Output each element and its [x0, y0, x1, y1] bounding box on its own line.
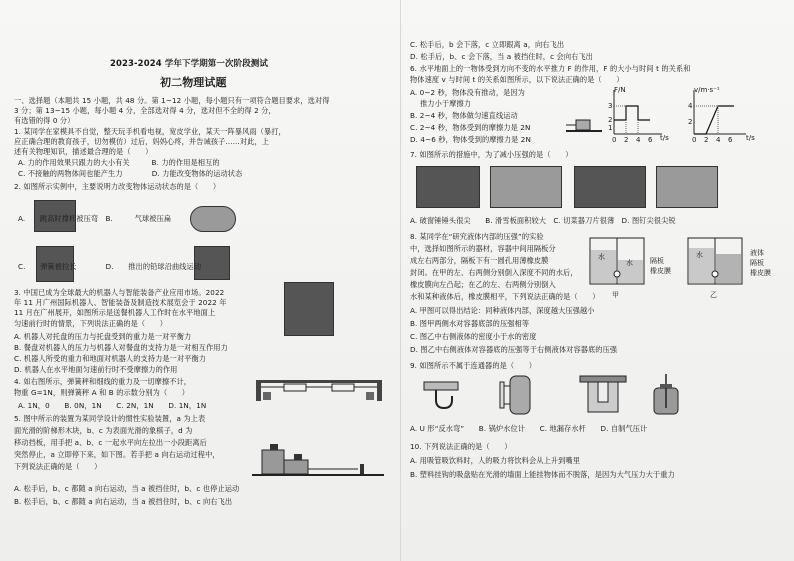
q2-balloon-photo [190, 206, 236, 232]
graph2-xlabel: t/s [746, 134, 755, 142]
q8-stem-3: 成左右两部分，隔板下有一圆孔用薄橡皮膜 [410, 256, 549, 265]
q4-options: A. 1N，0 B. 0N，1N C. 2N，1N D. 1N，1N [18, 401, 207, 410]
q3-robot-photo [284, 282, 334, 336]
q8-jia-right-water: 水 [626, 259, 633, 267]
q1-options-ab: A. 力的作用效果只跟力的大小有关 B. 力的作用是相互的 [18, 158, 220, 167]
graph1-xtick-0: 0 [612, 136, 617, 144]
q8-jia-left-water: 水 [598, 253, 605, 261]
q8-option-b: B. 图甲两侧水对容器底部的压强相等 [410, 319, 530, 328]
q7-hammer-photo [416, 166, 480, 208]
q10-stem: 10. 下列说法正确的是（ ） [410, 442, 512, 451]
q5-option-d: D. 松手后，b、c 会下落，当 a 被挡住时，c 会向右飞出 [410, 52, 593, 61]
q2-options-cd: C. 弹簧被拉长 D. 推出的铅球沿曲线运动 [18, 262, 202, 271]
q3-stem-4: 匀速前行时的情景，下列说法正确的是（ ） [14, 319, 168, 328]
q5-stem-3: 移动挡板，用手把 a、b、c 一起水平向左拉出一小段距离后 [14, 438, 207, 447]
q8-option-a: A. 甲图可以得出结论：同种液体内部，深度越大压强越小 [410, 306, 595, 315]
q8-membrane-label: 橡皮膜 [650, 267, 671, 275]
q5-inertia-diagram [250, 438, 386, 478]
q9-options: A. U 形“反水弯” B. 锅炉水位计 C. 地漏存水杆 D. 自制气压计 [410, 424, 648, 433]
q5-option-c: C. 松手后，b 会下落，c 立即跟离 a，向右飞出 [410, 40, 565, 49]
q6-option-c: C. 2~4 秒，物体受到的摩擦力是 2N [410, 123, 531, 132]
section-instruction-2: 3 分；第 13~15 小题，每小题 4 分，全部选对得 4 分，选对但不全的得 2 分， [14, 106, 276, 115]
q6-option-a-1: A. 0~2 秒，物体没有推动，是因为 [410, 88, 525, 97]
q4-stem-2: 物重 G=1N，则弹簧秤 A 和 B 的示数分别为（ ） [14, 388, 190, 397]
q7-options: A. 破窗锤锤头很尖 B. 滑雪板面积较大 C. 切菜器刀片很薄 D. 图钉尖很尖锐 [410, 216, 676, 225]
q6-block-diagram [566, 112, 602, 134]
graph2-xtick-2: 2 [704, 136, 709, 144]
right-column [410, 0, 786, 561]
q3-option-a: A. 机器人对托盘的压力与托盘受到的重力是一对平衡力 [14, 332, 192, 341]
q8-option-c: C. 图乙中右侧液体的密度小于水的密度 [410, 332, 537, 341]
graph1-ytick-1: 1 [608, 124, 613, 132]
graph1-ylabel: F/N [614, 86, 626, 94]
q9-u-trap-figure [420, 376, 470, 416]
q6-stem-1: 6. 水平地面上的一物体受到方向不变的水平推力 F 的作用，F 的大小与时间 t 的关系和 [410, 64, 691, 73]
graph2-xtick-4: 4 [716, 136, 721, 144]
q8-partition-label: 隔板 [650, 257, 664, 265]
q8-stem-1: 8. 某同学在“研究液体内部的压强”的实验 [410, 232, 544, 241]
graph1-xtick-2: 2 [624, 136, 629, 144]
q9-boiler-figure [496, 372, 536, 418]
q7-stem: 7. 如图所示的措施中，为了减小压强的是（ ） [410, 150, 573, 159]
q5-stem-1: 5. 图中所示的装置为某同学设计的惯性实验装置，a 为上表 [14, 414, 206, 423]
graph2-ylabel: v/m·s⁻¹ [694, 86, 720, 94]
q9-stem: 9. 如图所示不属于连通器的是（ ） [410, 361, 537, 370]
q8-yi-membrane-label: 橡皮膜 [750, 269, 771, 277]
q1-stem-1: 1. 某同学在家模具不自觉，整天玩手机看电视，宽皮学业，某天一阵暴风雨（暴打， [14, 127, 286, 136]
graph1-ytick-3: 3 [608, 102, 613, 110]
q8-option-d: D. 图乙中右侧液体对容器底的压强等于右侧液体对容器底的压强 [410, 345, 618, 354]
q5-stem-4: 突然停止，a 立即停下来，如下图。若手把 a 向右运动过程中， [14, 450, 220, 459]
q7-slicer-photo [574, 166, 646, 208]
q8-stem-4: 封闭。在甲的左、右两侧分别倒入深度不同的水后， [410, 268, 578, 277]
graph1-xtick-4: 4 [636, 136, 641, 144]
q5-stem-5: 下列说法正确的是（ ） [14, 462, 102, 471]
q8-stem-2: 中，选择如图所示的器材，容器中间用隔板分 [410, 244, 556, 253]
q3-option-d: D. 机器人在水平地面匀速前行时不受摩擦力的作用 [14, 365, 178, 374]
q3-stem-1: 3. 中国已成为全球最大的机器人与智能装备产业应用市场。2022 [14, 288, 225, 297]
q10-option-a: A. 用吸管吸饮料时，人的吸力将饮料会从上升到嘴里 [410, 456, 580, 465]
q3-option-b: B. 餐盘对机器人的压力与机器人对餐盘的支持力是一对相互作用力 [14, 343, 228, 352]
q2-options-ab: A. 跳高时撑杆被压弯 B. 气球被压扁 [18, 214, 172, 223]
section-instruction-1: 一、选择题（本题共 15 小题，共 48 分。第 1~12 小题，每小题只有一项符合题目要求，选对得 [14, 96, 330, 105]
q2-stem: 2. 如图所示实例中，主要说明力改变物体运动状态的是（ ） [14, 182, 221, 191]
q3-option-c: C. 机器人所受的重力和地面对机器人的支持力是一对平衡力 [14, 354, 207, 363]
q8-liquid-label: 液体 [750, 249, 764, 257]
graph1-xtick-6: 6 [648, 136, 653, 144]
q9-floor-drain-figure [576, 372, 632, 418]
q4-stem-1: 4. 如右图所示，弹簧秤和细线的重力及一切摩擦不计， [14, 377, 192, 386]
q3-stem-3: 11 月在广州展开，如图所示是送餐机器人工作时在水平地面上 [14, 308, 216, 317]
q8-yi-water: 水 [696, 251, 703, 259]
q1-options-cd: C. 不接触的两物体间也能产生力 D. 力能改变物体的运动状态 [18, 169, 243, 178]
q1-stem-2: 应正确合理的教育孩子，切勿模仿）过后，妈妈心疼，并告诫孩子……对此，上 [14, 137, 270, 146]
q6-stem-2: 物体速度 v 与时间 t 的关系如图所示，以下说法正确的是（ ） [410, 75, 624, 84]
q8-yi-partition-label: 隔板 [750, 259, 764, 267]
exam-title: 2023-2024 学年下学期第一次阶段测试 [110, 59, 269, 69]
subject-title: 初二物理试题 [160, 76, 227, 89]
q8-yi-label: 乙 [710, 291, 717, 299]
left-column [14, 0, 392, 561]
graph2-xtick-6: 6 [728, 136, 733, 144]
q6-option-d: D. 4~6 秒，物体受到的摩擦力是 2N [410, 135, 531, 144]
q6-option-a-2: 推力小于摩擦力 [420, 99, 472, 108]
q5-option-b: B. 松手后，b、c 都随 a 向右运动，当 a 被挡住时，b、c 向右飞出 [14, 497, 233, 506]
q8-container-yi [686, 236, 746, 290]
q6-option-b: B. 2~4 秒，物体做匀速直线运动 [410, 111, 518, 120]
q7-thumbtack-photo [656, 166, 718, 208]
column-divider [400, 0, 401, 561]
q8-jia-label: 甲 [612, 291, 619, 299]
q5-stem-2: 面光滑的阶梯形木块，b、c 为表面光滑的象棋子，d 为 [14, 426, 193, 435]
section-instruction-3: 有选错的得 0 分） [14, 116, 75, 125]
q10-option-b: B. 塑料挂钩的吸盘贴在光滑的墙面上能挂物体而不脱落，是因为大气压力大于重力 [410, 470, 675, 479]
graph2-xtick-0: 0 [692, 136, 697, 144]
q4-spring-scale-diagram [254, 376, 384, 404]
q8-stem-5: 橡皮膜向左凸起；在乙的左、右两侧分别倒入 [410, 280, 556, 289]
q1-stem-3: 述有关物理知识，描述最合理的是（ ） [14, 147, 153, 156]
q8-stem-6: 水和某种液体后，橡皮膜相平，下列说法正确的是（ ） [410, 292, 600, 301]
q9-barometer-figure [648, 372, 684, 418]
q3-stem-2: 年 11 月广州国际机器人、智能装备及制造技术展览会于 2022 年 [14, 298, 227, 307]
graph1-xlabel: t/s [660, 134, 669, 142]
q7-ski-photo [490, 166, 562, 208]
graph2-ytick-4: 4 [688, 102, 693, 110]
graph2-ytick-2: 2 [688, 118, 693, 126]
q8-container-jia [588, 236, 648, 290]
q5-option-a: A. 松手后，b、c 都随 a 向右运动，当 a 被挡住时，b、c 也停止运动 [14, 484, 240, 493]
graph1-ytick-2: 2 [608, 116, 613, 124]
